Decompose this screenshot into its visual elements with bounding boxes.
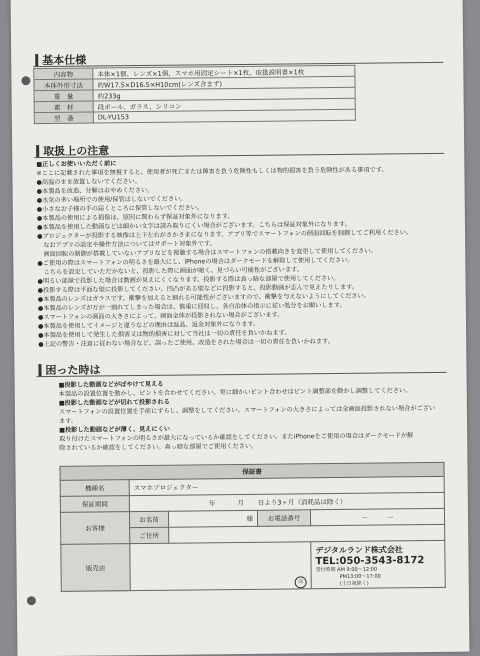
caution-list <box>36 156 448 349</box>
caution-line: ●水気の多い場所での使用/保管はしないでください。 <box>36 195 187 205</box>
hours-line: 受付時間 AM 9:00〜12:00 <box>315 566 378 574</box>
trouble-line: ■投影した動画などが薄く、見えにくい <box>59 425 171 434</box>
trouble-list <box>59 377 450 453</box>
hours-line: PM13:00〜17:00 <box>339 573 381 580</box>
caution-heading: 取扱上の注意 <box>36 142 109 159</box>
caution-line: ●本製品のレンズが万が一割れてしまった場合は、慎重に回収し、各自治体の指示に従い処分をお願いします。 <box>37 301 346 313</box>
caution-line: ●本製品を改造、分解はおやめください。 <box>36 186 154 196</box>
shop-field <box>130 542 311 591</box>
caution-line: ●小さなお子様の手の届くところに保管しないでください。 <box>36 204 204 214</box>
address-label: ご住所 <box>130 527 169 543</box>
model-label: 機種名 <box>60 480 129 497</box>
company-block <box>311 540 445 588</box>
caution-line: こちらを設定していただかないと、投影した際に画面が暗く、見づらい可能性がございます。 <box>37 266 303 277</box>
phone-label: お電話番号 <box>257 510 310 527</box>
warranty-title: 保証書 <box>60 462 444 480</box>
caution-line: ●ご使用の際はスマートフォンの明るさを最大にし、iPhoneの場合はダークモードを解除して使用してください。 <box>37 256 354 268</box>
caution-line: ●本製品のレンズはガラスです。衝撃を加えると割れる可能性がございますので、衝撃を与えないようにしてください。 <box>37 292 370 304</box>
caution-line: ●本製品の使用による損傷は、原因に関わらず保証対象外になります。 <box>36 213 234 223</box>
caution-line: ●投影する際は平面な壁に投影してください。凹凸がある壁などに投影すると、投影動画が歪んで見えたりします。 <box>37 283 359 295</box>
caution-line: なおアプリの設定や操作方法についてはサポート対象外です。 <box>37 240 216 250</box>
period-label: 保証期間 <box>60 496 129 513</box>
name-field: 様 <box>168 510 257 527</box>
caution-line: 画面回転の制御が搭載していないアプリなどを視聴する場合はスマートフォンの搭載向きを変更して使用してください。 <box>37 247 377 259</box>
caution-line: ●明るい部屋で投影した場合は動画が見えにくくなります。投影する際は真っ暗な部屋で使用してください。 <box>37 274 340 286</box>
caution-line: ●本製品を使用した動画などは細かい文字は読み取りにくい場合がございます。こちらは保証対象外になります。 <box>36 220 351 232</box>
caution-line: ●上記の警告・注意に従わない場合など、誤ったご使用、改造をされた場合は一切の責任を負いかねます。 <box>38 338 334 349</box>
company-tel: TEL:050-3543-8172 <box>315 555 425 568</box>
spec-row: 型 番 DL-YU153 <box>34 109 355 123</box>
model-value: スマホプロジェクター <box>129 476 444 495</box>
caution-line: ●プロジェクターが投影する映像は上下左右がさかさまになります。アプリ等でスマートフォンの画面回転を制御してご利用ください。 <box>37 229 413 241</box>
trouble-heading: 困った時は <box>38 361 100 378</box>
trouble-line: 本製品の設置位置を動かし、ピントを合わせてください。更に細かいピント合わせはピント調整部を動かし調整してください。 <box>58 387 412 398</box>
spec-table <box>33 65 356 124</box>
caution-line: ●スマートフォンの画面の大きさによって、画面全体が投影されない場合がございます。 <box>37 311 284 322</box>
company-name: デジタルランド株式会社 <box>315 545 403 556</box>
spec-row: 内容物 本体×1個、レンズ×1個、スマホ用固定シート×1枚、取扱説明書×1枚 <box>34 65 355 79</box>
spec-heading: 基本仕様 <box>35 52 86 69</box>
hours-line: (土日祝除く) <box>339 580 369 587</box>
trouble-line: 除されているか確認をしてください。真っ暗な部屋でご使用ください。 <box>59 442 258 452</box>
trouble-line: 取り付けたスマートフォンの明るさが最大になっているか確認をしてください。またiPhoneをご使用の場合はダークモードが解 <box>59 432 414 443</box>
trouble-line: ます。 <box>58 417 78 425</box>
caution-line: ●高温のまま放置しないでください。 <box>36 178 141 187</box>
caution-line: ●本製品を使用して発生した損害又は物的損害に対して当社は一切の責任を負いかねます。 <box>38 329 291 340</box>
punch-hole <box>27 596 36 605</box>
spec-row: 重 量 約233g <box>34 87 355 101</box>
trouble-line: ■投影した動画などが切れて投影される <box>58 398 170 407</box>
customer-label: お客様 <box>60 512 129 545</box>
warranty-card <box>59 462 445 592</box>
period-field: 年 月 日より3ヶ月（消耗品は除く） <box>129 492 444 511</box>
trouble-line: ■投影した動画などがぼやけて見える <box>58 380 164 389</box>
caution-line: ●本製品を使用してイメージと違うなどの理由は返品、返金対象外になります。 <box>37 320 260 331</box>
spec-row: 本体外形寸法 約W17.5×D16.5×H10cm(レンズ含まず) <box>34 76 355 90</box>
spec-row: 素 材 段ボール、ガラス、シリコン <box>34 98 355 112</box>
shop-label: 販売店 <box>61 544 130 592</box>
name-label: お名前 <box>129 511 168 527</box>
caution-line: ※ここに記載された事項を無視すると、使用者が死亡または障害を負う危険性もしくは物的損害を負う危険性がある事項です。 <box>36 166 388 178</box>
instruction-sheet <box>11 0 470 656</box>
seal-mark: 印 <box>295 576 307 588</box>
phone-field: － － <box>310 508 444 525</box>
punch-hole <box>21 76 30 85</box>
caution-line: ■正しくお使いいただく前に <box>36 160 117 169</box>
trouble-line: スマートフォンの設置位置を手前にずらし、調整をしてください。スマートフォンの大きさによっては全画面投影されない場合がござい <box>58 404 436 416</box>
